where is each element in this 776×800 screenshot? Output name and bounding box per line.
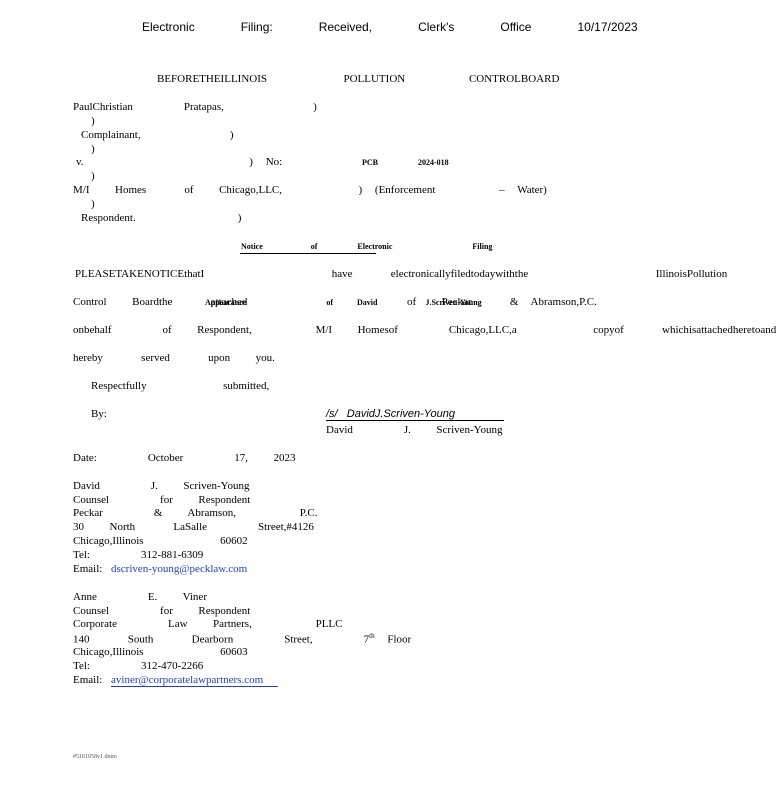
notice-line-3: onbehalf of Respondent, M/I Homesof Chicago,LLC,a copyof whichisattachedheretoand (73, 324, 776, 336)
signature-line (326, 420, 504, 421)
counsel1-firm: Peckar & Abramson, P.C. (73, 507, 318, 519)
counsel2-email-link[interactable]: aviner@corporatelawpartners.com (111, 674, 264, 686)
counsel2-tel: Tel: 312-470-2266 (73, 660, 204, 672)
caption-line-1: PaulChristian Pratapas, ) (73, 101, 317, 113)
by-label: By: (91, 408, 107, 420)
caption-line-4: ) (91, 143, 95, 155)
date-line: Date: October 17, 2023 (73, 452, 296, 464)
document-id: #5161058v1 dmm (73, 754, 117, 760)
counsel1-role: Counsel for Respondent (73, 494, 251, 506)
counsel2-floor-suffix: th (369, 632, 375, 640)
counsel1-email-label: Email: (73, 563, 103, 575)
filing-stamp: Electronic Filing: Received, Clerk's Office 10/17/2023 (142, 20, 638, 34)
caption-line-6: ) (91, 170, 95, 182)
counsel1-email-link[interactable]: dscriven-young@pecklaw.com (111, 563, 248, 575)
counsel1-name: David J. Scriven-Young (73, 480, 250, 492)
notice-line-2a: Control Boardthe attached (73, 296, 248, 308)
counsel2-city: Chicago,Illinois 60603 (73, 646, 248, 658)
counsel2-address (73, 632, 411, 646)
counsel2-role: Counsel for Respondent (73, 605, 251, 617)
board-heading: BEFORETHEILLINOIS POLLUTION CONTROLBOARD (157, 73, 560, 85)
notice-line-4: hereby served upon you. (73, 352, 275, 364)
counsel1-address: 30 North LaSalle Street,#4126 (73, 521, 314, 533)
counsel1-tel: Tel: 312-881-6309 (73, 549, 204, 561)
signer-name: David J. Scriven-Young (326, 424, 503, 436)
notice-line-1: PLEASETAKENOTICEthatI have electronicallyfiledtodaywiththe IllinoisPollution (75, 268, 728, 280)
notice-line-2b: Appearance of David J.Scriven-Young (205, 298, 482, 307)
counsel2-floor-word: Floor (374, 633, 412, 646)
notice-title: Notice of Electronic Filing (241, 242, 493, 251)
caption-line-2: ) (91, 115, 95, 127)
electronic-signature: /s/ DavidJ.Scriven-Young (326, 408, 456, 420)
counsel2-firm: Corporate Law Partners, PLLC (73, 618, 343, 630)
caption-line-3: Complainant, ) (81, 129, 234, 141)
notice-line-2c: of Peckar & Abramson,P.C. (407, 296, 597, 308)
counsel2-name: Anne E. Viner (73, 591, 207, 603)
counsel2-address-street: 140 South Dearborn Street, (73, 633, 313, 646)
counsel1-city: Chicago,Illinois 60602 (73, 535, 248, 547)
case-number: PCB 2024-018 (362, 158, 449, 167)
caption-line-9: Respondent. ) (81, 212, 242, 224)
counsel2-email-underline (111, 686, 278, 687)
caption-line-8: ) (91, 198, 95, 210)
counsel2-email-label: Email: (73, 674, 103, 686)
closing-text: Respectfully submitted, (91, 380, 270, 392)
caption-line-5: v. ) No: (76, 156, 283, 168)
notice-title-underline (240, 253, 376, 254)
counsel2-floor-number: 7 (363, 633, 370, 646)
caption-line-7: M/I Homes of Chicago,LLC, ) (Enforcement – Water) (73, 184, 547, 196)
